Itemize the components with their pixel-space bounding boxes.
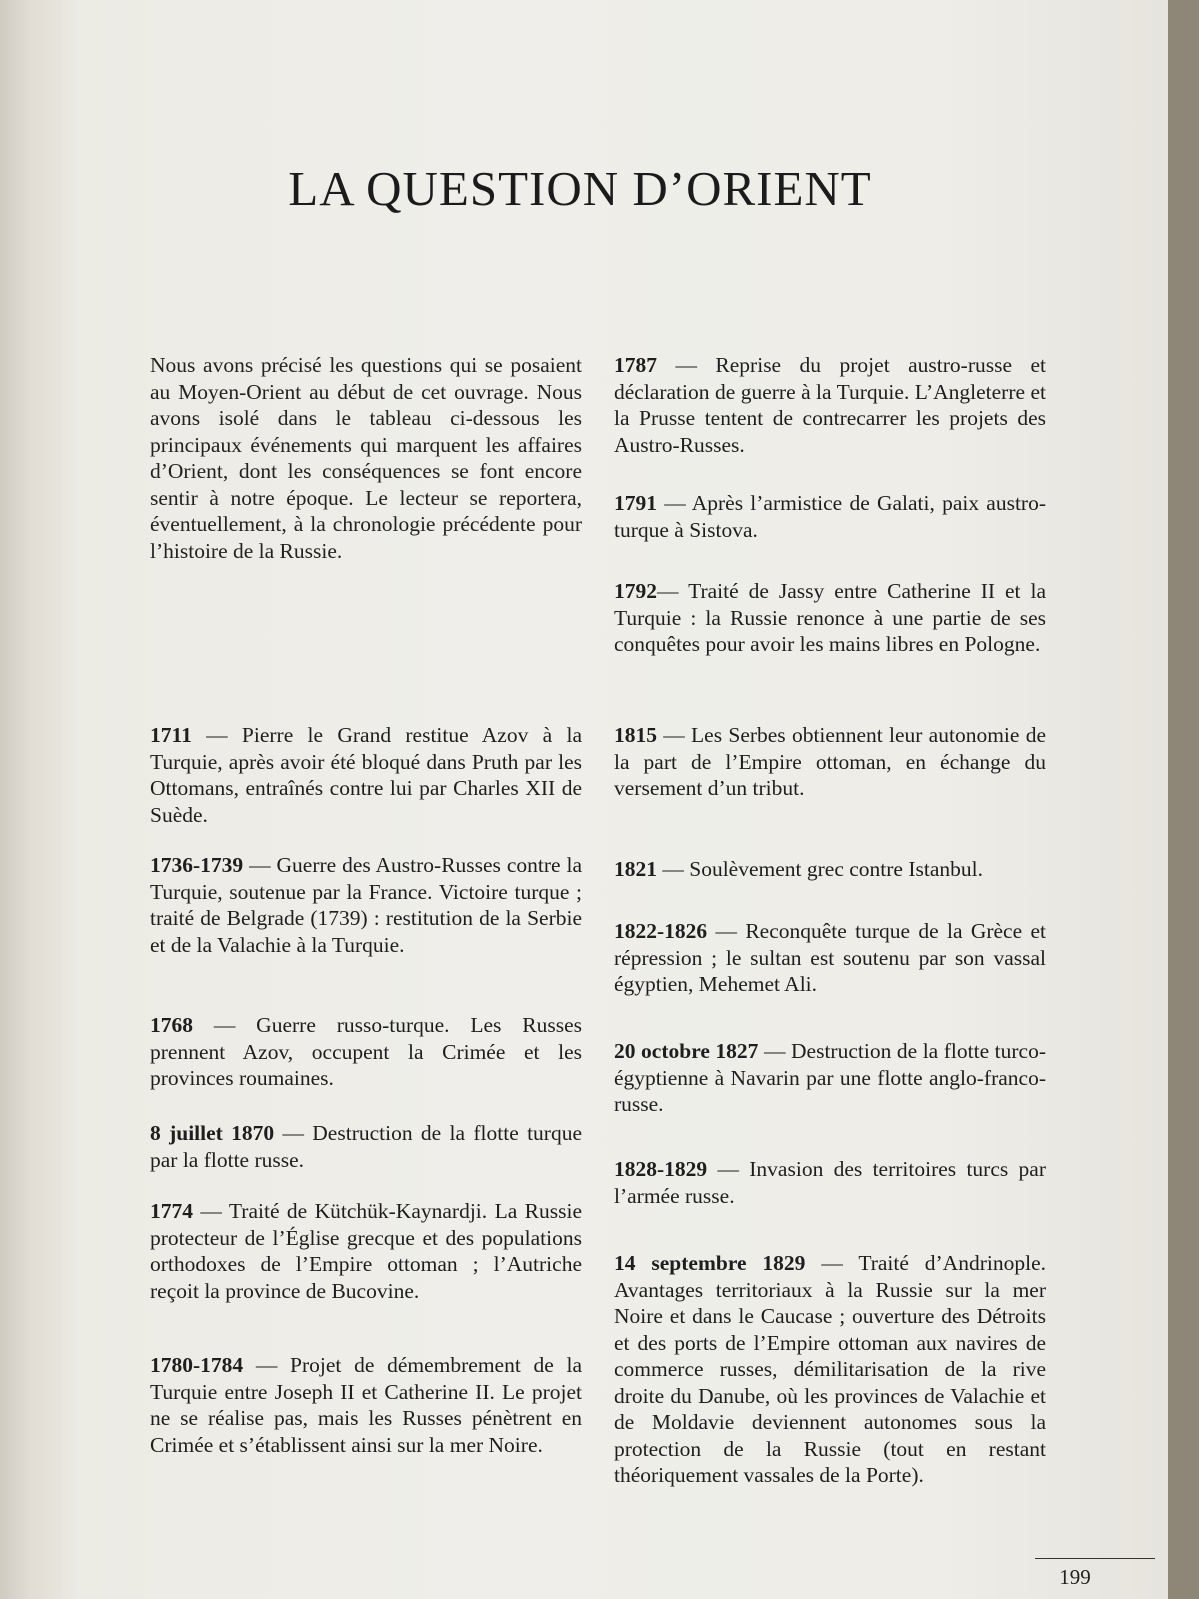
chronology-entry xyxy=(150,1012,582,1092)
chronology-entry xyxy=(150,852,582,958)
entry-text: — Reconquête turque de la Grèce et répression ; le sultan est soutenu par son vassal égyptien, Mehemet Ali. xyxy=(614,919,1046,996)
chronology-entry xyxy=(614,1038,1046,1118)
entry-text: — Pierre le Grand restitue Azov à la Turquie, après avoir été bloqué dans Pruth par les Ottomans, entraînés contre lui par Charles XII de Suède. xyxy=(150,723,582,827)
entry-text: — Traité de Kütchük-Kaynardji. La Russie protecteur de l’Église grecque et des populations orthodoxes de l’Empire ottoman ; l’Autriche reçoit la province de Bucovine. xyxy=(150,1199,582,1303)
entry-date: 20 octobre 1827 xyxy=(614,1039,759,1063)
chronology-entry xyxy=(150,1352,582,1458)
entry-date: 1736-1739 xyxy=(150,853,244,877)
intro-paragraph: Nous avons précisé les questions qui se posaient au Moyen-Orient au début de cet ouvrage. Nous avons isolé dans le tableau ci-dessous les principaux événements qui marquent les affaires d’Orient, dont les conséquences se font encore sentir à notre époque. Le lecteur se reportera, éventuellement, à la chronologie précédente pour l’histoire de la Russie. xyxy=(150,353,582,563)
chronology-entry xyxy=(614,352,1046,458)
entry-text: — Reprise du projet austro-russe et déclaration de guerre à la Turquie. L’Angleterre et la Prusse tentent de contrecarrer les projets des Austro-Russes. xyxy=(614,353,1046,457)
entry-date: 1791 xyxy=(614,491,657,515)
chronology-entry xyxy=(150,1198,582,1304)
entry-date: 1822-1826 xyxy=(614,919,708,943)
entry-text: — Invasion des territoires turcs par l’armée russe. xyxy=(614,1157,1046,1208)
entry-date: 14 septembre 1829 xyxy=(614,1251,806,1275)
chronology-entry xyxy=(150,722,582,828)
chronology-entry xyxy=(614,1250,1046,1489)
chronology-entry xyxy=(614,856,1046,883)
entry-text: — Traité de Jassy entre Catherine II et la Turquie : la Russie renonce à une partie de ses conquêtes pour avoir les mains libres en Pologne. xyxy=(614,579,1046,656)
entry-text: — Destruction de la flotte turco-égyptienne à Navarin par une flotte anglo-franco-russe. xyxy=(614,1039,1046,1116)
chronology-entry xyxy=(614,490,1046,543)
entry-date: 1780-1784 xyxy=(150,1353,244,1377)
chronology-entry xyxy=(150,1120,582,1173)
entry-text: — Soulèvement grec contre Istanbul. xyxy=(657,857,983,881)
chronology-entry xyxy=(614,578,1046,658)
entry-date: 1787 xyxy=(614,353,657,377)
entry-date: 1774 xyxy=(150,1199,193,1223)
entry-date: 8 juillet 1870 xyxy=(150,1121,275,1145)
entry-text: — Guerre russo-turque. Les Russes prennent Azov, occupent la Crimée et les provinces roumaines. xyxy=(150,1013,582,1090)
page-number: 199 xyxy=(1059,1565,1091,1589)
footer-rule xyxy=(1035,1558,1155,1559)
entry-text: — Guerre des Austro-Russes contre la Turquie, soutenue par la France. Victoire turque ; traité de Belgrade (1739) : restitution de la Serbie et de la Valachie à la Turquie. xyxy=(150,853,582,957)
chronology-entry xyxy=(614,722,1046,802)
entry-date: 1711 xyxy=(150,723,192,747)
entry-text: — Les Serbes obtiennent leur autonomie de la part de l’Empire ottoman, en échange du versement d’un tribut. xyxy=(614,723,1046,800)
entry-date: 1821 xyxy=(614,857,657,881)
entry-text: — Après l’armistice de Galati, paix austro-turque à Sistova. xyxy=(614,491,1046,542)
entry-text: — Projet de démembrement de la Turquie entre Joseph II et Catherine II. Le projet ne se réalise pas, mais les Russes pénètrent en Crimée et s’établissent ainsi sur la mer Noire. xyxy=(150,1353,582,1457)
entry-date: 1828-1829 xyxy=(614,1157,708,1181)
entry-date: 1815 xyxy=(614,723,657,747)
page-title: LA QUESTION D’ORIENT xyxy=(288,161,872,216)
entry-date: 1768 xyxy=(150,1013,193,1037)
entry-text: — Destruction de la flotte turque par la flotte russe. xyxy=(150,1121,582,1172)
page-gutter-shadow xyxy=(0,0,80,1599)
chronology-entry xyxy=(614,1156,1046,1209)
entry-date: 1792 xyxy=(614,579,657,603)
chronology-entry xyxy=(614,918,1046,998)
entry-text: — Traité d’Andrinople. Avantages territoriaux à la Russie sur la mer Noire et dans le Caucase ; ouverture des Détroits et des ports de l’Empire ottoman aux navires de commerce russes, démilitarisation de la rive droite du Danube, où les provinces de Valachie et de Moldavie deviennent autonomes sous la protection de la Russie (tout en restant théoriquement vassales de la Porte). xyxy=(614,1251,1046,1487)
